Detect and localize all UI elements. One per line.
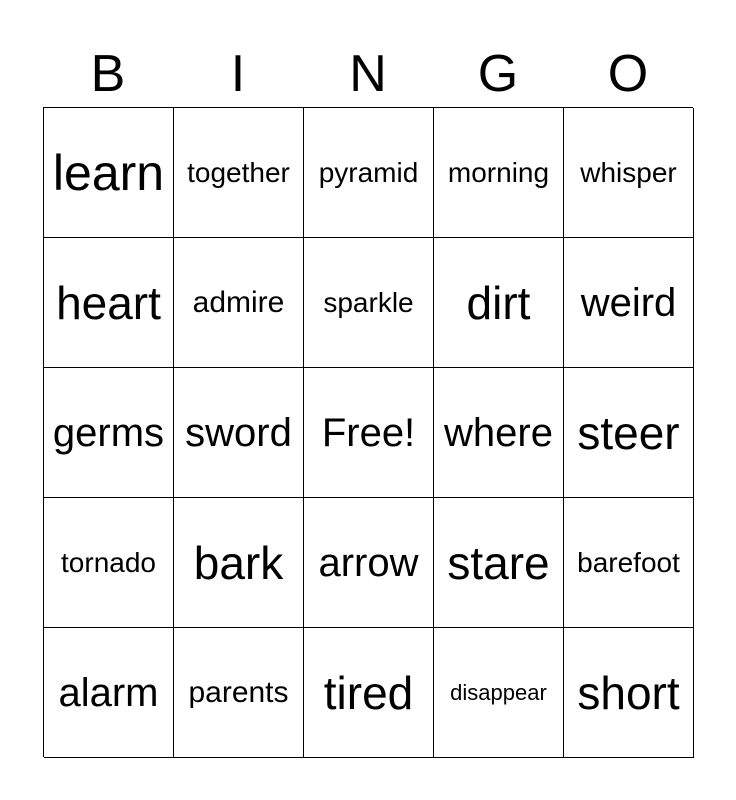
bingo-cell[interactable]: tired — [304, 628, 434, 758]
bingo-board — [43, 107, 693, 757]
bingo-cell[interactable]: steer — [564, 368, 694, 498]
header-letter-i: I — [230, 45, 246, 103]
bingo-cell[interactable]: parents — [174, 628, 304, 758]
bingo-cell[interactable]: short — [564, 628, 694, 758]
bingo-header — [43, 40, 693, 108]
bingo-cell[interactable]: together — [174, 108, 304, 238]
bingo-cell[interactable]: pyramid — [304, 108, 434, 238]
bingo-cell[interactable]: dirt — [434, 238, 564, 368]
bingo-cell[interactable]: sparkle — [304, 238, 434, 368]
bingo-cell[interactable]: arrow — [304, 498, 434, 628]
header-letter-g: G — [477, 45, 519, 103]
bingo-cell[interactable]: whisper — [564, 108, 694, 238]
bingo-cell[interactable]: bark — [174, 498, 304, 628]
bingo-cell[interactable]: morning — [434, 108, 564, 238]
bingo-cell[interactable]: admire — [174, 238, 304, 368]
bingo-cell[interactable]: heart — [44, 238, 174, 368]
bingo-cell[interactable]: stare — [434, 498, 564, 628]
bingo-cell[interactable]: tornado — [44, 498, 174, 628]
free-space-cell[interactable]: Free! — [304, 368, 434, 498]
bingo-cell[interactable]: barefoot — [564, 498, 694, 628]
bingo-cell[interactable]: weird — [564, 238, 694, 368]
bingo-cell[interactable]: sword — [174, 368, 304, 498]
bingo-cell[interactable]: germs — [44, 368, 174, 498]
header-letter-b: B — [90, 45, 126, 103]
header-letter-n: N — [349, 45, 387, 103]
bingo-cell[interactable]: disappear — [434, 628, 564, 758]
bingo-cell[interactable]: learn — [44, 108, 174, 238]
header-letter-o: O — [607, 45, 649, 103]
bingo-cell[interactable]: where — [434, 368, 564, 498]
bingo-cell[interactable]: alarm — [44, 628, 174, 758]
